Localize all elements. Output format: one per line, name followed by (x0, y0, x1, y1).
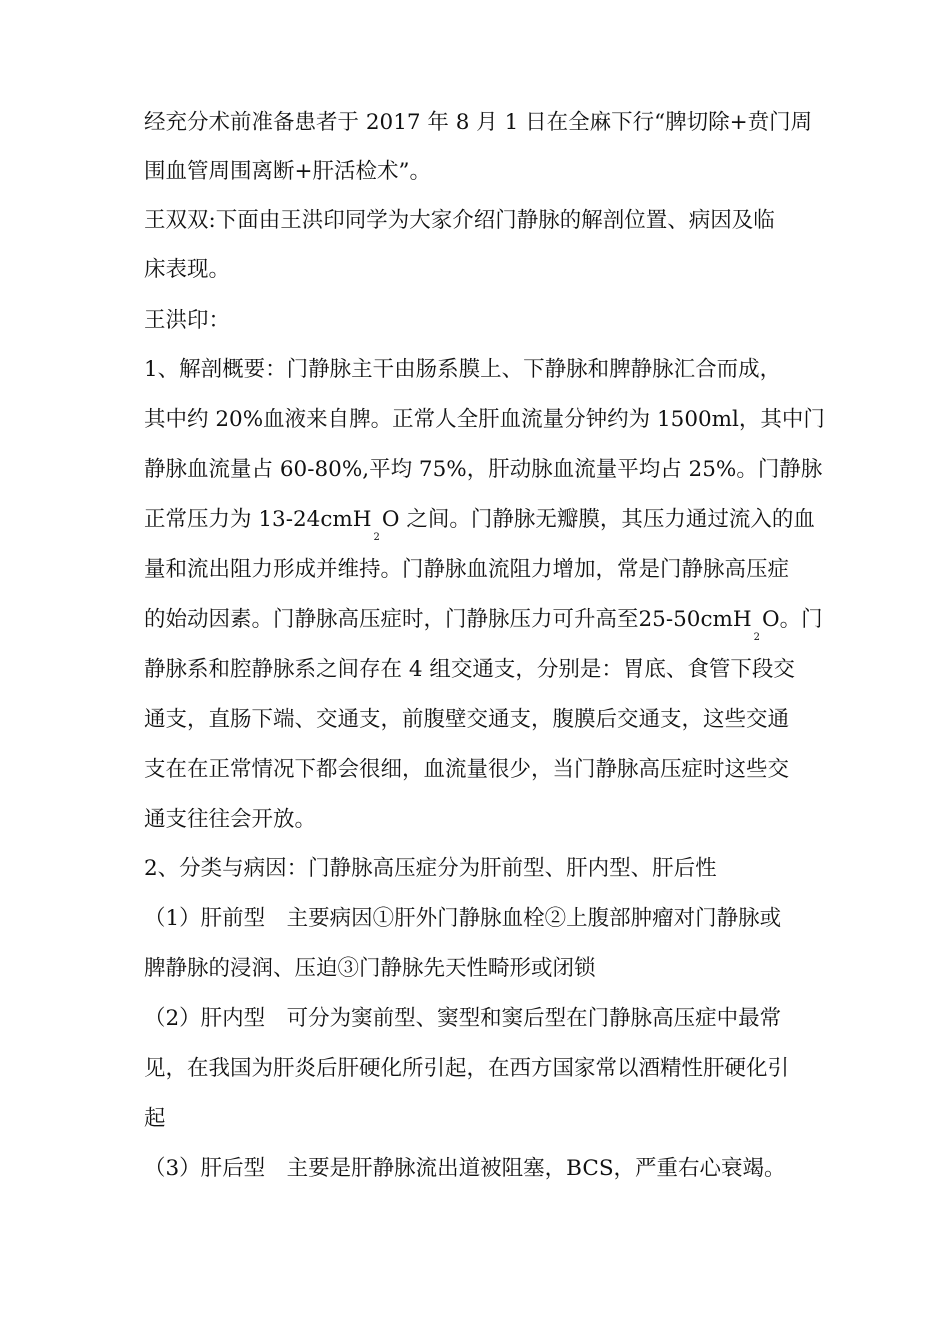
text-segment: 正常压力为 13-24cmH (144, 507, 372, 532)
text-line: 量和流出阻力形成并维持。门静脉血流阻力增加，常是门静脉高压症 (144, 557, 790, 582)
text-line: （3）肝后型 主要是肝静脉流出道被阻塞，BCS，严重右心衰竭。 (144, 1156, 786, 1181)
text-line: 1、解剖概要：门静脉主干由肠系膜上、下静脉和脾静脉汇合而成， (144, 357, 782, 382)
text-line: （2）肝内型 可分为窦前型、窦型和窦后型在门静脉高压症中最常 (144, 1006, 782, 1031)
text-line: 静脉血流量占 60-80%,平均 75%，肝动脉血流量平均占 25%。门静脉 (144, 457, 823, 482)
text-line: 2、分类与病因：门静脉高压症分为肝前型、肝内型、肝后性 (144, 856, 717, 881)
text-line: 支在在正常情况下都会很细，血流量很少，当门静脉高压症时这些交 (144, 757, 790, 782)
text-line: 围血管周围离断+肝活检术”。 (144, 159, 432, 184)
text-segment: 的始动因素。门静脉高压症时，门静脉压力可升高至25-50cmH (144, 607, 752, 632)
subscript: 2 (373, 532, 380, 543)
text-line: 经充分术前准备患者于 2017 年 8 月 1 日在全麻下行“脾切除+贲门周 (144, 110, 813, 135)
text-line: 见，在我国为肝炎后肝硬化所引起，在西方国家常以酒精性肝硬化引 (144, 1056, 790, 1081)
text-line: 静脉系和腔静脉系之间存在 4 组交通支，分别是：胃底、食管下段交 (144, 657, 795, 682)
text-line: 其中约 20%血液来自脾。正常人全肝血流量分钟约为 1500ml，其中门 (144, 407, 825, 432)
text-segment: O 之间。门静脉无瓣膜，其压力通过流入的血 (381, 507, 815, 532)
text-line: 通支往往会开放。 (144, 807, 317, 832)
text-line: 床表现。 (144, 257, 231, 282)
text-line: （1）肝前型 主要病因①肝外门静脉血栓②上腹部肿瘤对门静脉或 (144, 906, 782, 931)
text-segment: O。门 (762, 607, 823, 632)
text-line-with-subscript (144, 505, 815, 543)
text-line: 王双双:下面由王洪印同学为大家介绍门静脉的解剖位置、病因及临 (144, 208, 775, 233)
speaker-label: 王洪印： (144, 308, 231, 333)
text-line: 起 (144, 1106, 166, 1131)
text-line: 通支，直肠下端、交通支，前腹壁交通支，腹膜后交通支，这些交通 (144, 707, 790, 732)
text-line-with-subscript (144, 605, 823, 643)
text-line: 脾静脉的浸润、压迫③门静脉先天性畸形或闭锁 (144, 956, 596, 981)
subscript: 2 (753, 632, 761, 643)
